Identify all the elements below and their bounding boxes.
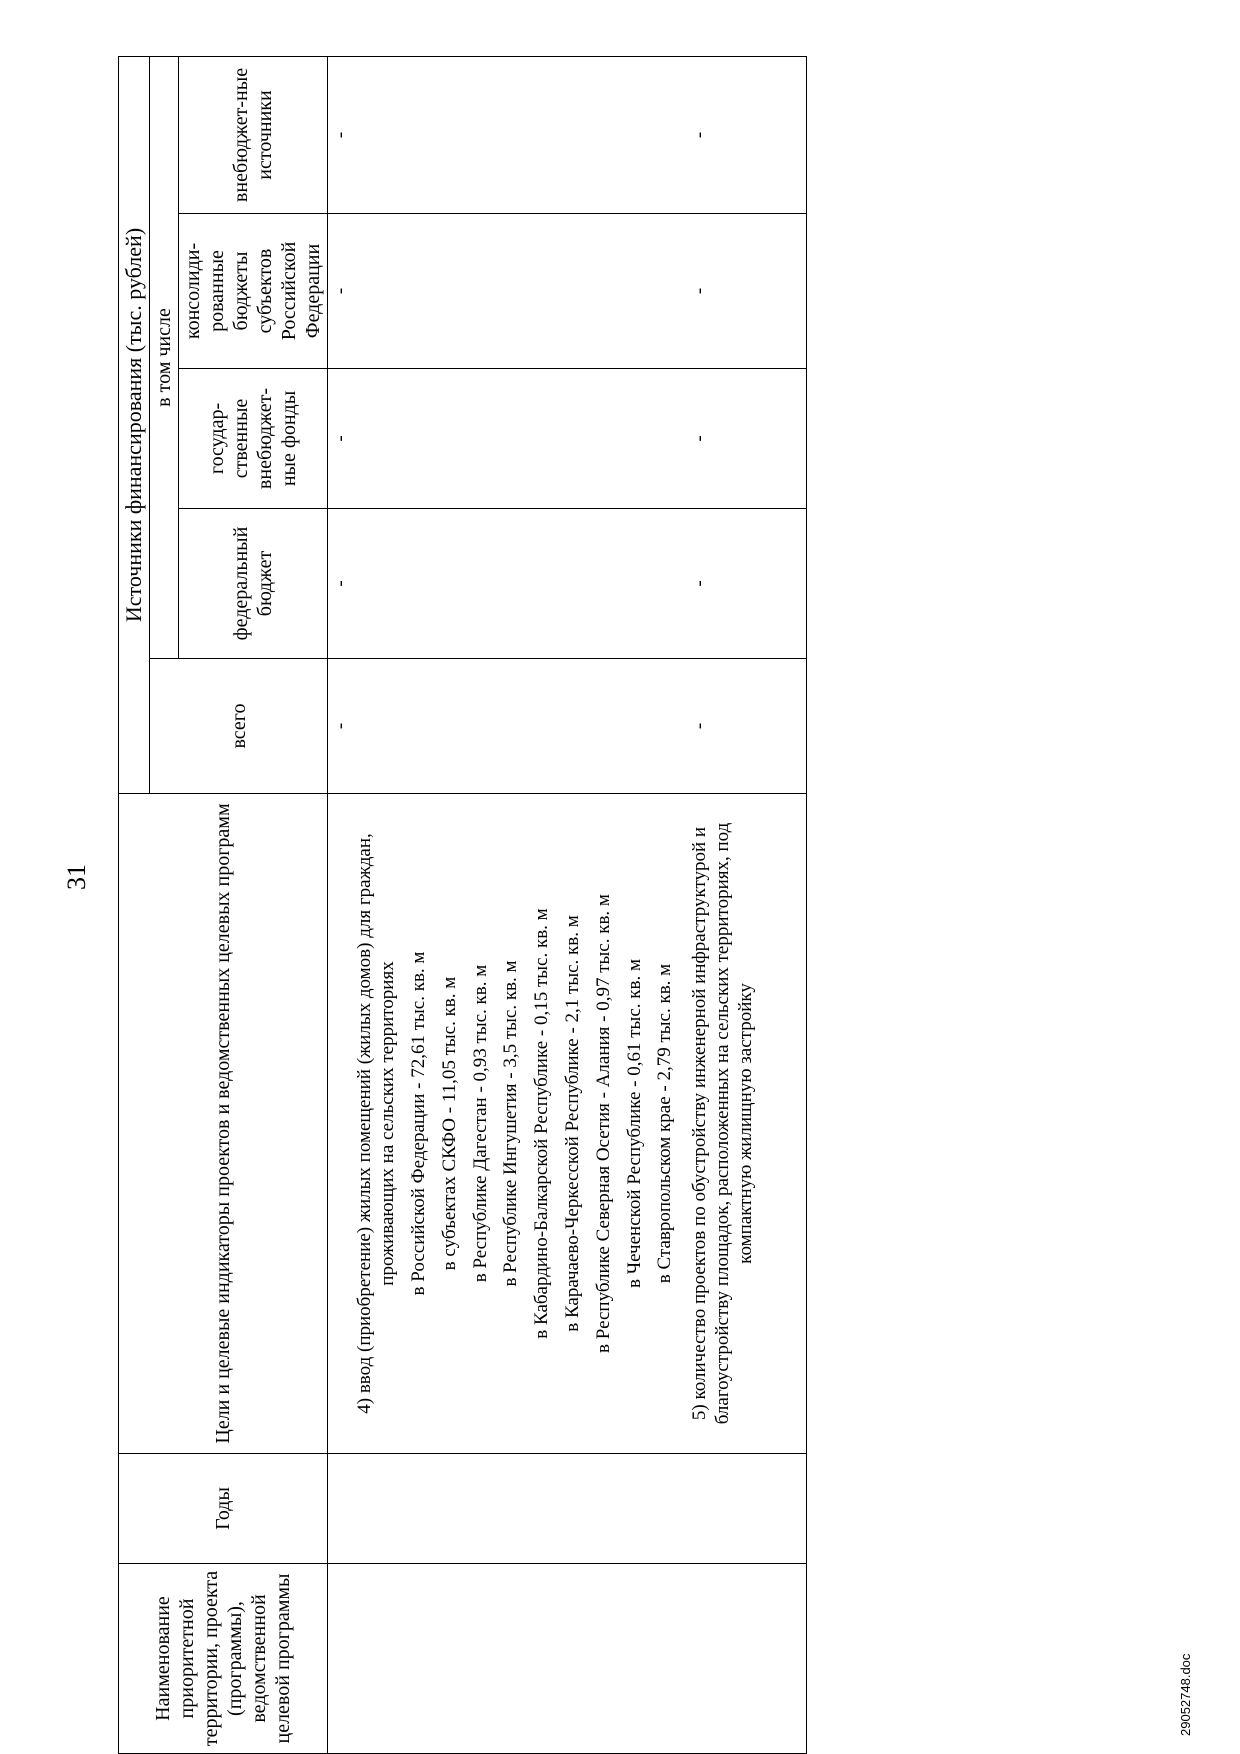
goal-text: в Республике Ингушетия - 3,5 тыс. кв. м: [500, 960, 522, 1287]
funding-table: [118, 56, 807, 1754]
cell-state-funds: -: [687, 369, 806, 509]
header-funding-sources: Источники финансирования (тыс. рублей): [119, 56, 150, 793]
cell-regional-budgets: -: [328, 214, 687, 369]
header-name: Наименование приоритетной территории, проекта (программы), ведомственной целевой программы: [119, 1564, 328, 1754]
header-state-funds: государ-ственные внебюджет-ные фонды: [179, 369, 328, 509]
cell-years: [687, 1454, 806, 1564]
header-regional-budgets: консолиди-рованные бюджеты субъектов Российской Федерации: [179, 214, 328, 369]
goal-text: в Чеченской Республике - 0,61 тыс. кв. м: [623, 959, 645, 1288]
cell-years: [328, 1454, 687, 1564]
goal-text: в Республике Северная Осетия - Алания - 0,97 тыс. кв. м: [592, 894, 614, 1353]
goal-text: в субъектах СКФО - 11,05 тыс. кв. м: [438, 976, 460, 1271]
cell-federal-budget: -: [328, 509, 687, 659]
cell-name: [328, 1564, 687, 1754]
header-row-1: [119, 56, 150, 1753]
cell-name: [687, 1564, 806, 1754]
cell-goals: [687, 794, 806, 1454]
goal-text: в Кабардино-Балкарской Республике - 0,15 тыс. кв. м: [531, 908, 553, 1339]
cell-federal-budget: -: [687, 509, 806, 659]
cell-regional-budgets: -: [687, 214, 806, 369]
goal-text: в Республике Дагестан - 0,93 тыс. кв. м: [469, 964, 491, 1283]
goal-text: 4) ввод (приобретение) жилых помещений (жилых домов) для граждан, проживающих на сельских территориях: [354, 833, 399, 1414]
cell-goals: [328, 794, 687, 1454]
goal-text: в Ставропольском крае - 2,79 тыс. кв. м: [654, 963, 676, 1284]
table-row: [687, 56, 806, 1753]
table-row: [328, 56, 687, 1753]
cell-extrabudgetary: -: [328, 56, 687, 213]
goal-text: 5) количество проектов по обустройству инженерной инфраструктурой и благоустройству площадок, расположенных на сельских территориях, под компактную жилищную застройку: [689, 822, 756, 1425]
cell-total: -: [328, 659, 687, 794]
header-goals: Цели и целевые индикаторы проектов и ведомственных целевых программ: [119, 794, 328, 1454]
header-years: Годы: [119, 1454, 328, 1564]
cell-extrabudgetary: -: [687, 56, 806, 213]
header-including: в том числе: [150, 56, 179, 658]
goal-text: в Карачаево-Черкесской Республике - 2,1 тыс. кв. м: [561, 915, 583, 1332]
cell-total: -: [687, 659, 806, 794]
document-id: 29052748.doc: [1178, 1653, 1193, 1736]
header-federal-budget: федеральный бюджет: [179, 509, 328, 659]
page-number: 31: [62, 864, 91, 890]
cell-state-funds: -: [328, 369, 687, 509]
goal-text: в Российской Федерации - 72,61 тыс. кв. м: [407, 951, 429, 1296]
header-extrabudgetary: внебюджет-ные источники: [179, 56, 328, 213]
header-total: всего: [150, 659, 328, 794]
